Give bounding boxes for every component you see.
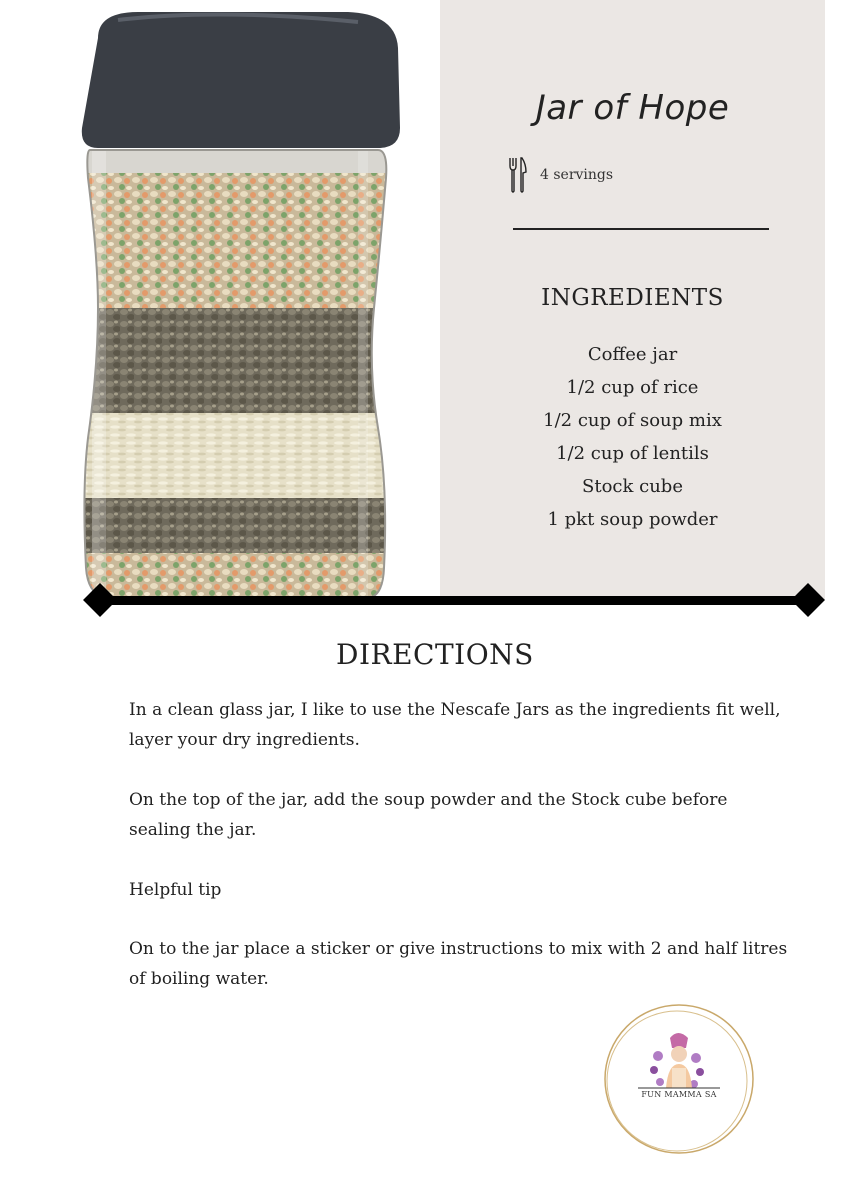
logo-figure-icon [650, 1033, 704, 1088]
ingredient-item: Coffee jar [587, 344, 678, 365]
title-divider [513, 228, 769, 230]
direction-paragraph: On to the jar place a sticker or give instructions to mix with 2 and half litres of boiling water. [129, 939, 788, 989]
ingredient-item: 1/2 cup of lentils [556, 443, 709, 464]
ingredient-item: 1/2 cup of soup mix [543, 410, 722, 431]
directions-heading: DIRECTIONS [336, 638, 534, 671]
fun-mamma-logo [598, 998, 760, 1160]
ingredients-list [440, 338, 825, 536]
ingredient-item: 1 pkt soup powder [547, 509, 718, 530]
section-divider [100, 596, 808, 605]
ingredients-heading: INGREDIENTS [541, 285, 724, 311]
servings-row [508, 155, 613, 195]
servings-text: 4 servings [540, 167, 614, 183]
recipe-title: Jar of Hope [535, 88, 730, 128]
helpful-tip-label: Helpful tip [129, 880, 222, 900]
jar-photo [78, 8, 403, 598]
fork-knife-icon [508, 156, 528, 194]
ingredient-item: Stock cube [582, 476, 683, 497]
direction-paragraph: On the top of the jar, add the soup powder and the Stock cube before sealing the jar. [129, 790, 728, 840]
logo-text: FUN MAMMA SA [641, 1090, 717, 1099]
ingredient-item: 1/2 cup of rice [566, 377, 699, 398]
direction-paragraph: In a clean glass jar, I like to use the Nescafe Jars as the ingredients fit well, layer your dry ingredients. [129, 700, 781, 750]
